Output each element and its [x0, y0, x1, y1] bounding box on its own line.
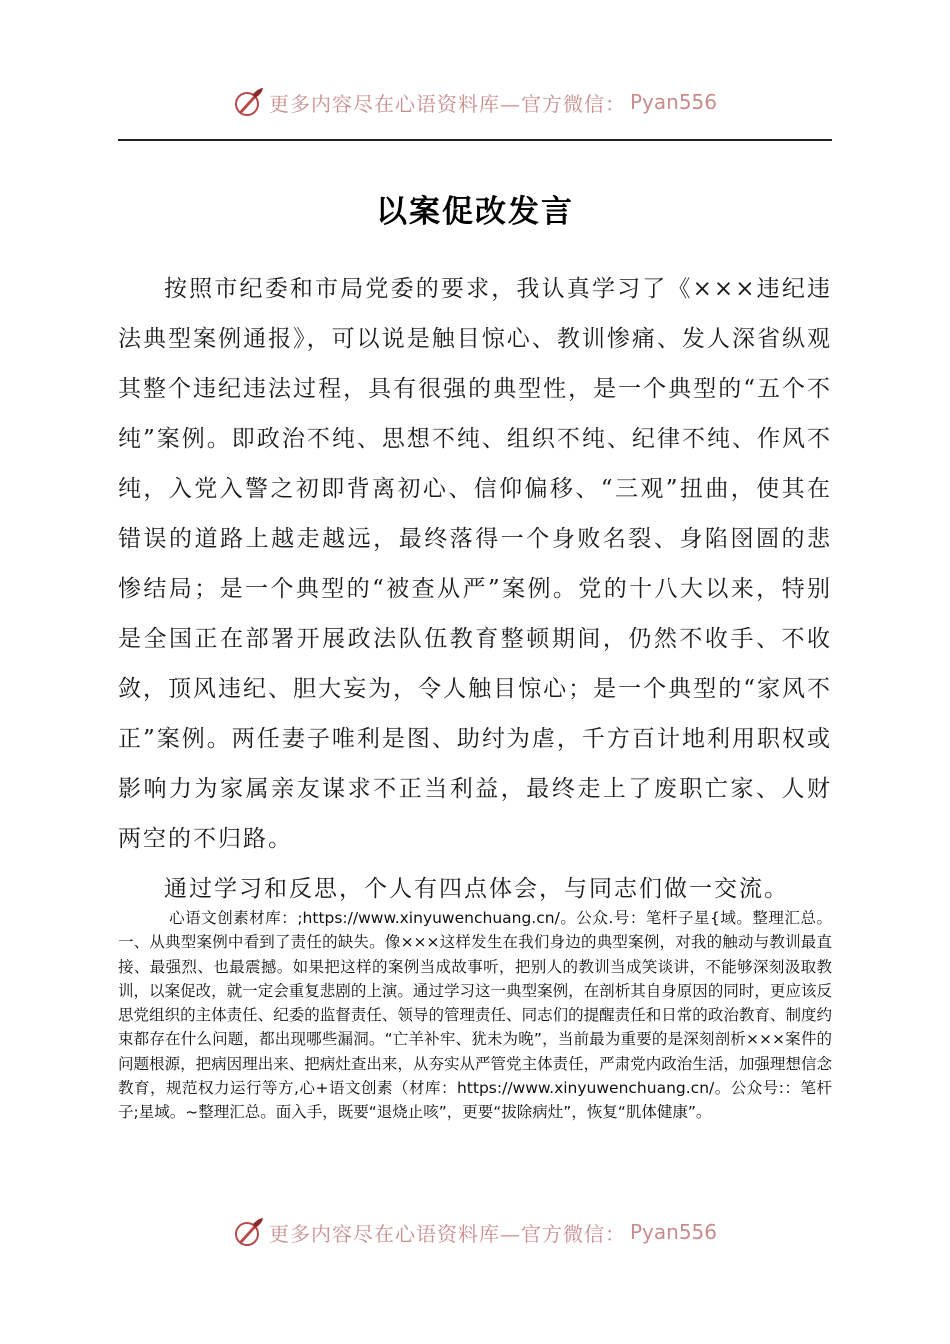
- header-divider: [118, 139, 832, 141]
- page-title: 以案促改发言: [376, 194, 574, 230]
- body-paragraph-2: 通过学习和反思，个人有四点体会，与同志们做一交流。: [164, 876, 789, 902]
- banner-text: 更多内容尽在心语资料库—官方微信：: [268, 91, 626, 116]
- footer-banner: [0, 1212, 950, 1252]
- body-paragraph-1: 按照市纪委和市局党委的要求，我认真学习了《×××违纪违法典型案例通报》，可以说是触目惊心、教训惨痛、发人深省纵观其整个违纪违法过程，具有很强的典型性，是一个典型的“五个不纯”案例。即政治不纯、思想不纯、组织不纯、纪律不纯、作风不纯，入党入警之初即背离初心、信仰偏移、“三观”扭曲，使其在错误的道路上越走越远，最终落得一个身败名裂、身陷囹圄的悲惨结局；是一个典型的“被查从严”案例。党的十八大以来，特别是全国正在部署开展政法队伍教育整顿期间，仍然不收手、不收敛，顶风违纪、胆大妄为，令人触目惊心；是一个典型的“家风不正”案例。两任妻子唯利是图、助纣为虐，千方百计地利用职权或影响力为家属亲友谋求不正当利益，最终走上了废职亡家、人财两空的不归路。: [118, 276, 832, 852]
- banner-text: 更多内容尽在心语资料库—官方微信：: [268, 1221, 626, 1246]
- source-note-paragraph: 心语文创素材库：;https://www.xinyuwenchuang.cn/。公众.号：笔杆子星{域。整理汇总。一、从典型案例中看到了责任的缺失。像×××这样发生在我们身边的典型案例，对我的触动与教训最直接、最强烈、也最震撼。如果把这样的案例当成故事听，把别人的教训当成笑谈讲，不能够深刻汲取教训，以案促改，就一定会重复悲剧的上演。通过学习这一典型案例，在剖析其自身原因的同时，更应该反思党组织的主体责任、纪委的监督责任、领导的管理责任、同志们的提醒责任和日常的政治教育、制度约束都存在什么问题，都出现哪些漏洞。“亡羊补牢、犹未为晚”，当前最为重要的是深刻剖析×××案件的问题根源，把病因理出来、把病灶查出来，从夯实从严管党主体责任，严肃党内政治生活，加强理想信念教育，规范权力运行等方,心+语文创素（材库：https://www.xinyuwenchuang.cn/。公众号:：笔杆子;星域。~整理汇总。面入手，既要“退烧止咳”，更要“拔除病灶”，恢复“肌体健康”。: [118, 909, 832, 1122]
- quill-pen-logo-icon: [233, 86, 265, 118]
- document-body: [118, 264, 832, 914]
- banner-wechat-id: Pyan556: [629, 90, 717, 114]
- banner-wechat-id: Pyan556: [629, 1220, 717, 1244]
- quill-pen-logo-icon: [233, 1216, 265, 1248]
- header-banner: [0, 82, 950, 122]
